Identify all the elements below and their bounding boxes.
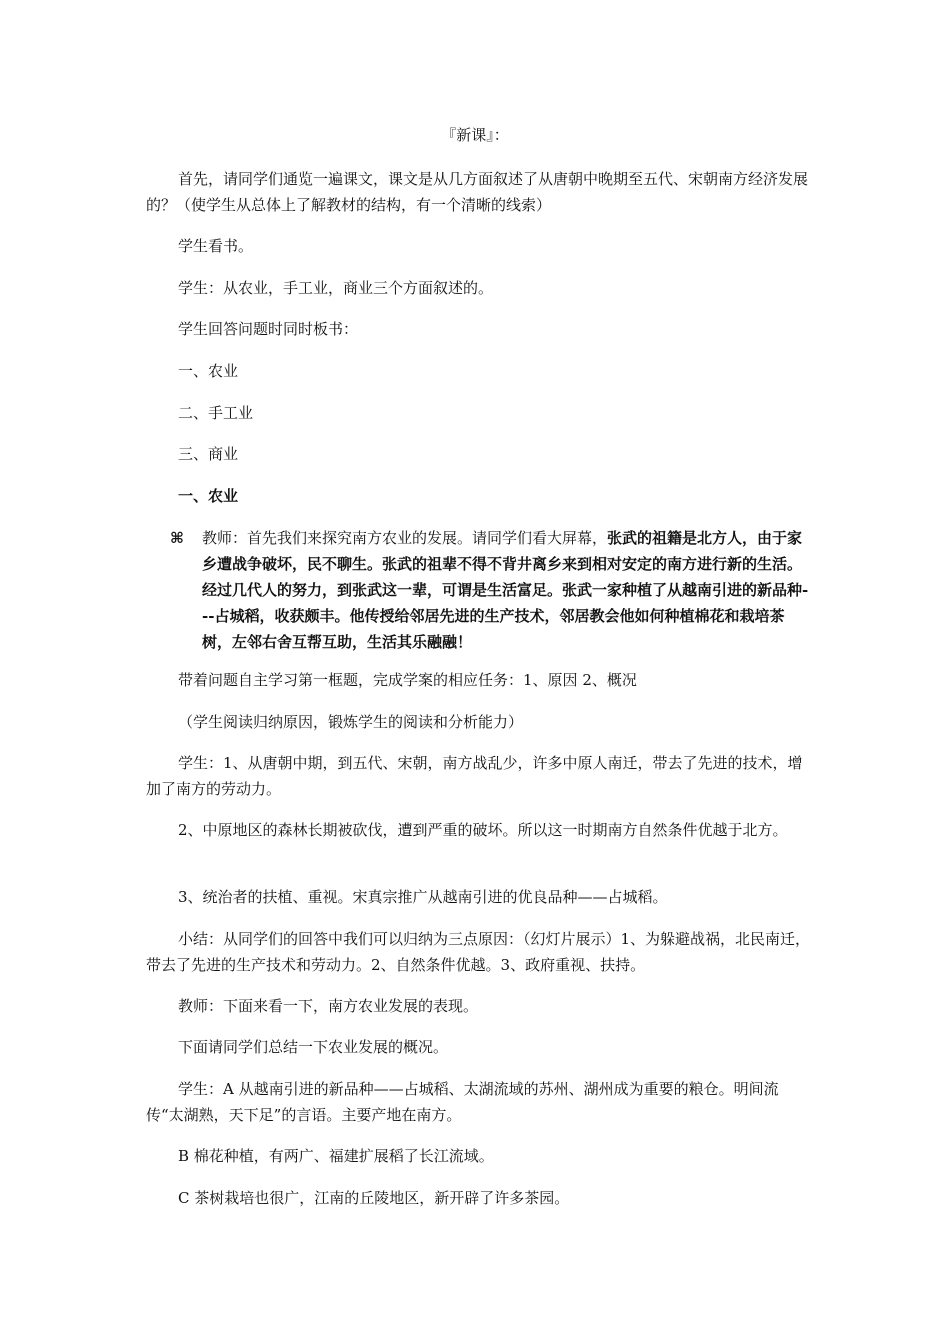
paragraph-teacher-performance: 教师：下面来看一下，南方农业发展的表现。 bbox=[178, 997, 479, 1015]
paragraph-answer-b: B 棉花种植，有两广、福建扩展稻了长江流域。 bbox=[178, 1147, 494, 1165]
paragraph-answer-a: 学生：A 从越南引进的新品种——占城稻、太湖流域的苏州、湖州成为重要的粮仓。明间流传“太湖熟，天下足”的言语。主要产地在南方。 bbox=[146, 1080, 779, 1124]
story-text: 张武的祖籍是北方人，由于家乡遭战争破坏，民不聊生。张武的祖辈不得不背井离乡来到相对安定的南方进行新的生活。经过几代人的努力，到张武这一辈，可谓是生活富足。张武一家种植了从越南引进的新品种---占城稻，收获颇丰。他传授给邻居先进的生产技术，邻居教会他如何种植棉花和栽培茶树，左邻右舍互帮互助，生活其乐融融！ bbox=[202, 529, 809, 651]
paragraph-answer-c: C 茶树栽培也很广，江南的丘陵地区，新开辟了许多茶园。 bbox=[178, 1189, 570, 1207]
paragraph-self-study: 带着问题自主学习第一框题，完成学案的相应任务：1、原因 2、概况 bbox=[178, 671, 637, 689]
teacher-intro-text: 教师：首先我们来探究南方农业的发展。请同学们看大屏幕， bbox=[202, 529, 608, 547]
outline-item-commerce: 三、商业 bbox=[178, 445, 239, 463]
paragraph-reason-2: 2、中原地区的森林长期被砍伐，遭到严重的破坏。所以这一时期南方自然条件优越于北方。 bbox=[178, 821, 788, 839]
paragraph-reading-note: （学生阅读归纳原因，锻炼学生的阅读和分析能力） bbox=[178, 713, 524, 731]
paragraph-blackboard: 学生回答问题时同时板书： bbox=[178, 320, 359, 338]
paragraph-overview-prompt: 下面请同学们总结一下农业发展的概况。 bbox=[178, 1038, 449, 1056]
teacher-bullet-text bbox=[202, 525, 812, 655]
heading-agriculture: 一、农业 bbox=[178, 487, 239, 505]
paragraph-reason-3: 3、统治者的扶植、重视。宋真宗推广从越南引进的优良品种——占城稻。 bbox=[178, 888, 668, 906]
command-icon: ⌘ bbox=[170, 529, 184, 547]
outline-item-handicraft: 二、手工业 bbox=[178, 404, 254, 422]
paragraph-student-answer: 学生：从农业，手工业，商业三个方面叙述的。 bbox=[178, 279, 494, 297]
outline-item-agriculture: 一、农业 bbox=[178, 362, 239, 380]
paragraph-reason-1: 学生：1、从唐朝中期，到五代、宋朝，南方战乱少，许多中原人南迁，带去了先进的技术，增加了南方的劳动力。 bbox=[146, 754, 803, 798]
paragraph-summary: 小结：从同学们的回答中我们可以归纳为三点原因：（幻灯片展示）1、为躲避战祸，北民南迁，带去了先进的生产技术和劳动力。2、自然条件优越。3、政府重视、扶持。 bbox=[146, 930, 811, 974]
paragraph-students-read: 学生看书。 bbox=[178, 237, 254, 255]
intro-paragraph: 首先，请同学们通览一遍课文，课文是从几方面叙述了从唐朝中晚期至五代、宋朝南方经济发展的？（使学生从总体上了解教材的结构，有一个清晰的线索） bbox=[146, 170, 809, 214]
section-title: 『新课』： bbox=[441, 126, 509, 144]
